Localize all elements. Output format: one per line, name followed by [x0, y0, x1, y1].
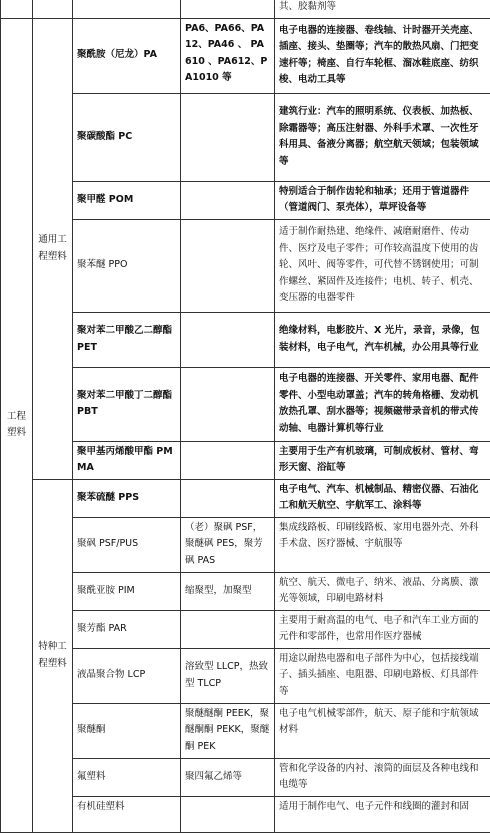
material-grades: PA6、PA66、PA12、PA46 、 PA610 、PA612、PA1010 等: [181, 18, 275, 93]
material-grades: [181, 479, 275, 517]
material-grades: 缩聚型，加聚型: [181, 572, 275, 610]
material-grades: [181, 441, 275, 479]
material-grades: （老）聚砜 PSF，聚醚砜 PES，聚芳砜 PAS: [181, 517, 275, 572]
table-row: [1, 0, 490, 18]
category-engineering-plastics: 工程塑料: [1, 18, 33, 832]
material-name: 聚对苯二甲酸丁二醇酯 PBT: [73, 367, 181, 441]
material-grades: [181, 312, 275, 367]
subcategory-special: 特种工程塑料: [33, 479, 73, 832]
table-row: [1, 18, 490, 93]
empty-cell: [73, 0, 181, 18]
material-uses: 集成线路板、印刷线路板、家用电器外壳、外科手术盘、医疗器械、宇航服等: [275, 517, 490, 572]
material-grades: [181, 93, 275, 181]
material-uses: 绝缘材料，电影胶片、X 光片，录音，录像，包装材料，电子电气，汽车机械，办公用具等行业: [275, 312, 490, 367]
material-uses: 用途以耐热电器和电子部件为中心，包括接线端子、插头插座、电阻器、印刷电路板、灯具部件等: [275, 648, 490, 703]
material-uses: 管和化学设备的内衬、滚筒的面层及各种电线和电缆等: [275, 758, 490, 796]
material-grades: [181, 367, 275, 441]
table-row: [1, 758, 490, 796]
table-row: [1, 441, 490, 479]
material-uses: 主要用于生产有机玻璃，可制成板材、管材、弯形天窗、浴缸等: [275, 441, 490, 479]
material-name: 聚对苯二甲酸乙二醇酯 PET: [73, 312, 181, 367]
table-row: [1, 181, 490, 219]
material-grades: [181, 610, 275, 648]
material-name: 氟塑料: [73, 758, 181, 796]
table-row: [1, 93, 490, 181]
material-name: 聚碳酸酯 PC: [73, 93, 181, 181]
material-name: 有机硅塑料: [73, 796, 181, 832]
material-name: 聚芳酯 PAR: [73, 610, 181, 648]
table-row: [1, 648, 490, 703]
material-name: 聚甲醛 POM: [73, 181, 181, 219]
material-grades: [181, 181, 275, 219]
table-row: [1, 219, 490, 312]
top-fragment: 其、胶黏剂等: [275, 0, 490, 18]
empty-cell: [33, 0, 73, 18]
material-uses: 主要用于耐高温的电气、电子和汽车工业方面的元件和零部件，也常用作医疗器械: [275, 610, 490, 648]
material-grades: [181, 796, 275, 832]
table-row: [1, 572, 490, 610]
material-name: 聚苯醚 PPO: [73, 219, 181, 312]
table-row: [1, 703, 490, 758]
material-grades: 溶致型 LLCP，热致型 TLCP: [181, 648, 275, 703]
table-row: [1, 517, 490, 572]
table-row: [1, 610, 490, 648]
empty-cell: [1, 0, 33, 18]
material-name: 液晶聚合物 LCP: [73, 648, 181, 703]
material-grades: 聚醚醚酮 PEEK，聚醚酮酮 PEKK，聚醚酮 PEK: [181, 703, 275, 758]
material-grades: [181, 219, 275, 312]
material-name: 聚砜 PSF/PUS: [73, 517, 181, 572]
material-name: 聚苯硫醚 PPS: [73, 479, 181, 517]
table-row: [1, 312, 490, 367]
table-row: [1, 367, 490, 441]
material-uses: 电子电器的连接器、卷线轴、计时器开关壳座、插座、接头、垫圈等；汽车的散热风扇、门把变速杆等；椅座、自行车轮框、溜冰鞋底座、纺织梭、电动工具等: [275, 18, 490, 93]
material-name: 聚酰亚胺 PIM: [73, 572, 181, 610]
material-uses: 特别适合于制作齿轮和轴承；还用于管道器件（管道阀门、泵壳体），草坪设备等: [275, 181, 490, 219]
material-uses: 电子电器的连接器、开关零件、家用电器、配件零件、小型电动罩盖；汽车的转角格栅、发动机放热孔罩、刮水器等；视频磁带录音机的带式传动轴、电器计算机等行业: [275, 367, 490, 441]
material-uses: 航空、航天、微电子、纳米、液晶、分离膜、激光等领域，印刷电路材料: [275, 572, 490, 610]
table-row: [1, 796, 490, 832]
material-uses: 建筑行业：汽车的照明系统、仪表板、加热板、除霜器等；高压注射器、外科手术罩、一次性牙科用具、备液分离器；航空航天领域；包装领域等: [275, 93, 490, 181]
material-name: 聚酰胺（尼龙）PA: [73, 18, 181, 93]
table-row: [1, 479, 490, 517]
material-uses: 适用于制作电气、电子元件和线圈的灌封和固: [275, 796, 490, 832]
subcategory-general: 通用工程塑料: [33, 18, 73, 479]
material-uses: 电子电气机械零部件，航天、原子能和宇航领域材料: [275, 703, 490, 758]
empty-cell: [181, 0, 275, 18]
material-uses: 电子电气、汽车、机械制品、精密仪器、石油化工和航天航空、宇航军工、涂料等: [275, 479, 490, 517]
material-name: 聚甲基丙烯酸甲酯 PMMA: [73, 441, 181, 479]
material-name: 聚醚酮: [73, 703, 181, 758]
material-uses: 适于制作耐热建、绝缘件、减磨耐磨件、传动件、医疗及电子零件；可作较高温度下使用的齿轮、风叶、阀等零件，可代替不锈钢使用；可制作螺丝、紧固件及连接件；电机、转子、机壳、变压器的电器零件: [275, 219, 490, 312]
material-grades: 聚四氟乙烯等: [181, 758, 275, 796]
